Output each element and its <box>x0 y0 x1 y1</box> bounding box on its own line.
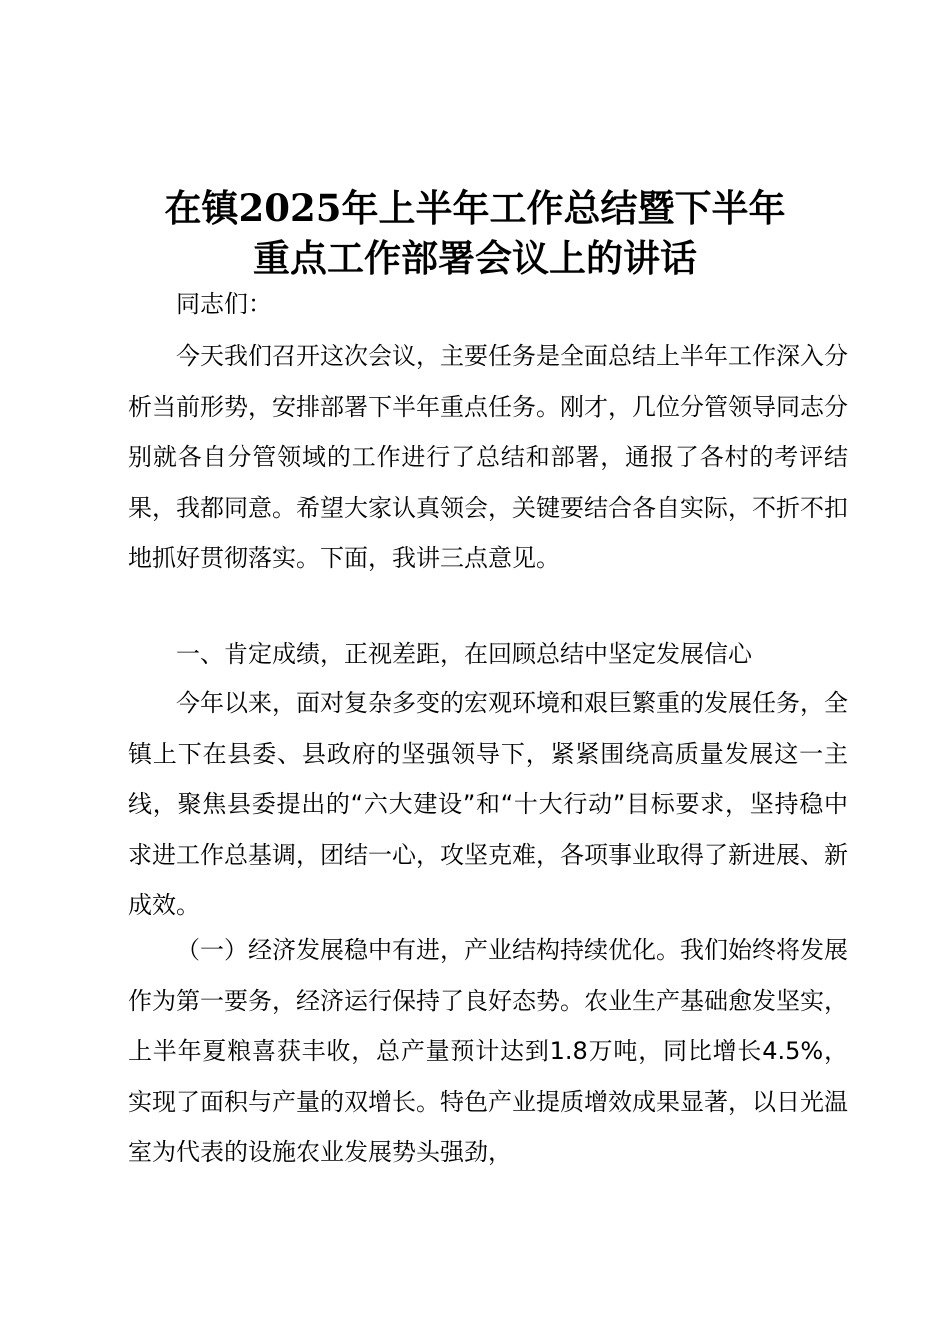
salutation: 同志们： <box>176 290 272 318</box>
subsection-1-paragraph: （一）经济发展稳中有进，产业结构持续优化。我们始终将发展作为第一要务，经济运行保持了良好态势。农业生产基础愈发坚实，上半年夏粮喜获丰收，总产量预计达到1.8万吨，同比增长4.5%，实现了面积与产量的双增长。特色产业提质增效成果显著，以日光温室为代表的设施农业发展势头强劲， <box>128 936 848 1166</box>
document-title-line-1: 在镇2025年上半年工作总结暨下半年 <box>164 186 786 230</box>
document-title-line-2: 重点工作部署会议上的讲话 <box>253 236 697 280</box>
opening-paragraph: 今天我们召开这次会议，主要任务是全面总结上半年工作深入分析当前形势，安排部署下半年重点任务。刚才，几位分管领导同志分别就各自分管领域的工作进行了总结和部署，通报了各村的考评结果，我都同意。希望大家认真领会，关键要结合各自实际，不折不扣地抓好贯彻落实。下面，我讲三点意见。 <box>128 342 848 572</box>
section-1-intro-paragraph: 今年以来，面对复杂多变的宏观环境和艰巨繁重的发展任务，全镇上下在县委、县政府的坚强领导下，紧紧围绕高质量发展这一主线，聚焦县委提出的“六大建设”和“十大行动”目标要求，坚持稳中求进工作总基调，团结一心，攻坚克难，各项事业取得了新进展、新成效。 <box>128 689 848 919</box>
section-heading-1: 一、肯定成绩，正视差距，在回顾总结中坚定发展信心 <box>176 640 752 668</box>
